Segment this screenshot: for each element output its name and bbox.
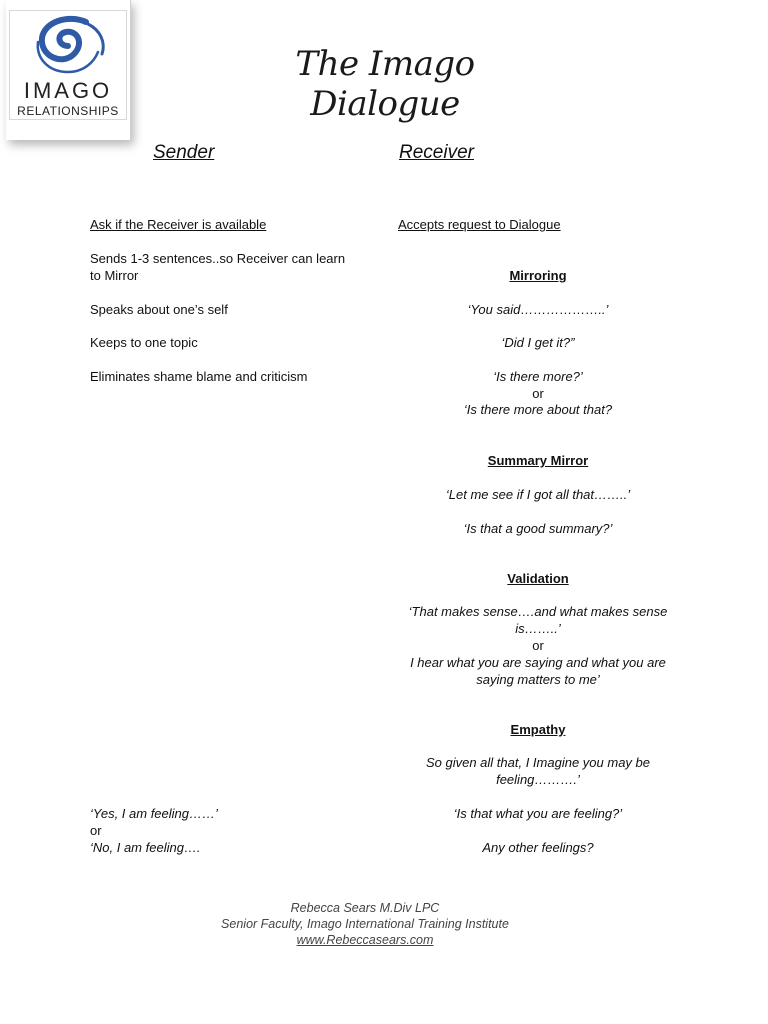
validation-line1: ‘That makes sense….and what makes sense xyxy=(408,604,668,619)
sender-eliminates: Eliminates shame blame and criticism xyxy=(90,369,308,384)
swirl-icon xyxy=(28,12,110,78)
imago-logo xyxy=(6,0,131,140)
empathy-line1: So given all that, I Imagine you may be xyxy=(425,755,650,770)
logo-word-relationships: RELATIONSHIPS xyxy=(17,104,119,118)
logo-word-imago: IMAGO xyxy=(23,78,113,103)
sender-or: or xyxy=(90,823,102,838)
sender-topic: Keeps to one topic xyxy=(90,335,198,350)
validation-line2: is……..’ xyxy=(515,621,561,636)
footer-role: Senior Faculty, Imago International Training Institute xyxy=(221,917,509,931)
mirroring-heading: Mirroring xyxy=(509,268,567,283)
mirroring-more-about: ‘Is there more about that? xyxy=(463,402,613,417)
validation-or: or xyxy=(532,638,544,653)
mirroring-you-said: ‘You said………………..’ xyxy=(467,302,609,317)
footer xyxy=(180,900,550,948)
footer-website-link[interactable]: www.Rebeccasears.com xyxy=(296,933,434,947)
mirroring-or: or xyxy=(532,386,544,401)
validation-line4: saying matters to me’ xyxy=(476,672,600,687)
sender-no: ‘No, I am feeling…. xyxy=(90,840,201,855)
receiver-accepts: Accepts request to Dialogue xyxy=(398,217,561,232)
summary-let-me: ‘Let me see if I got all that……..’ xyxy=(445,487,631,502)
sender-sends-line1: Sends 1-3 sentences..so Receiver can learn xyxy=(90,251,346,266)
validation-line3: I hear what you are saying and what you are xyxy=(410,655,666,670)
sender-heading: Sender xyxy=(153,142,215,163)
summary-good: ‘Is that a good summary?’ xyxy=(463,521,613,536)
empathy-heading: Empathy xyxy=(510,722,566,737)
page-title: The Imago Dialogue xyxy=(295,44,475,124)
mirroring-more: ‘Is there more?’ xyxy=(493,369,583,384)
sender-yes: ‘Yes, I am feeling……’ xyxy=(90,806,218,821)
sender-ask: Ask if the Receiver is available xyxy=(90,217,267,232)
summary-heading: Summary Mirror xyxy=(487,453,589,468)
mirroring-did-i: ‘Did I get it?” xyxy=(501,335,575,350)
sender-sends-line2: to Mirror xyxy=(90,268,139,283)
empathy-other: Any other feelings? xyxy=(482,840,594,855)
validation-heading: Validation xyxy=(507,571,569,586)
sender-speaks: Speaks about one’s self xyxy=(90,302,228,317)
empathy-what: ‘Is that what you are feeling?’ xyxy=(453,806,623,821)
footer-name: Rebecca Sears M.Div LPC xyxy=(290,901,440,915)
receiver-heading: Receiver xyxy=(399,142,474,163)
empathy-line2: feeling……….’ xyxy=(496,772,580,787)
